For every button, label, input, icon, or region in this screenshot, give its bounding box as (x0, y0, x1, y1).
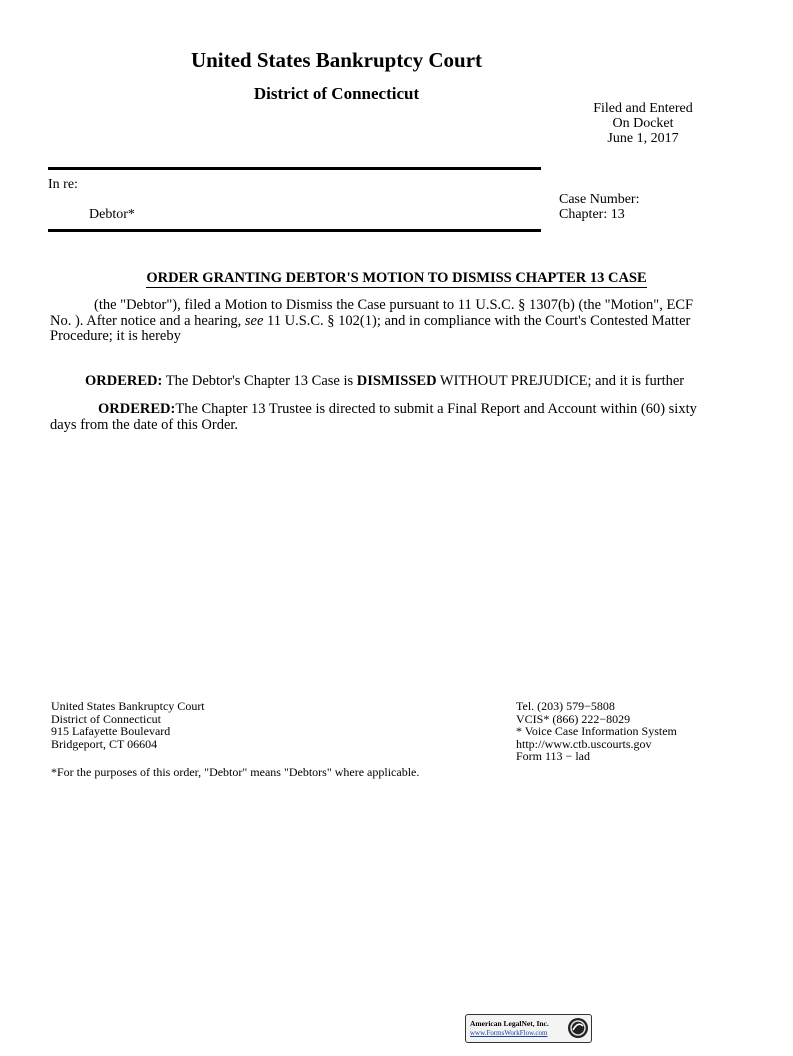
order-title-text: ORDER GRANTING DEBTOR'S MOTION TO DISMISS CHAPTER 13 CASE (146, 270, 647, 286)
ordered-paragraph-1 (50, 374, 706, 390)
footer-contact-line: Tel. (203) 579−5808 (516, 699, 615, 713)
caption-top-rule (48, 167, 541, 170)
order-title (0, 270, 793, 287)
court-title: United States Bankruptcy Court (190, 48, 483, 72)
footer-contact-line: VCIS* (866) 222−8029 (516, 711, 631, 726)
footer-contact-line: http://www.ctb.uscourts.gov (516, 736, 652, 751)
caption-bottom-rule (48, 229, 541, 232)
recital-text-1: (the "Debtor"), filed a Motion to Dismiss the Case pursuant to 11 U.S.C. § 1307(b) (the "Motion", ECF No. ). After notice and a hearing, (50, 297, 694, 329)
ordered-text-1b: WITHOUT PREJUDICE; and it is further (436, 373, 685, 389)
footer-contact-info (516, 700, 677, 763)
filed-line-2: On Docket (612, 116, 674, 131)
recital-text-2: 11 U.S.C. § 102(1); and in compliance with the Court's Contested Matter Procedure; it is hereby (50, 312, 691, 344)
case-number-label: Case Number: (559, 192, 640, 207)
logo-name: American LegalNet, Inc. (470, 1019, 549, 1028)
footer-contact-line: Form 113 − lad (516, 749, 590, 763)
recital-paragraph (50, 298, 706, 345)
filed-line-1: Filed and Entered (593, 101, 693, 116)
dismissed-word: DISMISSED (356, 373, 437, 389)
footer-note: *For the purposes of this order, "Debtor" means "Debtors" where applicable. (51, 765, 420, 779)
footer-address-line: 915 Lafayette Boulevard (51, 724, 171, 738)
footer-address-line: District of Connecticut (51, 711, 161, 726)
filed-stamp (560, 101, 726, 146)
legalnet-logo[interactable] (465, 1014, 592, 1043)
in-re-label: In re: (48, 177, 78, 192)
globe-icon (567, 1017, 589, 1039)
logo-url-link[interactable]: www.FormsWorkFlow.com (470, 1029, 548, 1037)
footer-address-line: Bridgeport, CT 06604 (51, 736, 158, 751)
see-citation: see (244, 312, 264, 329)
footer-court-address (51, 700, 205, 750)
footer-contact-line: * Voice Case Information System (516, 724, 677, 738)
chapter-label: Chapter: 13 (559, 207, 625, 222)
ordered-text-2: The Chapter 13 Trustee is directed to submit a Final Report and Account within (60) sixty days from the date of this Order. (50, 401, 697, 433)
ordered-text-1a: The Debtor's Chapter 13 Case is (162, 373, 357, 389)
case-info (559, 192, 639, 222)
ordered-label-1: ORDERED: (85, 373, 163, 389)
debtor-label: Debtor* (89, 207, 135, 222)
ordered-label-2: ORDERED: (98, 401, 176, 417)
ordered-paragraph-2 (50, 402, 706, 433)
footer-address-line: United States Bankruptcy Court (51, 699, 205, 713)
filed-date: June 1, 2017 (607, 131, 679, 146)
district-title: District of Connecticut (253, 84, 420, 103)
